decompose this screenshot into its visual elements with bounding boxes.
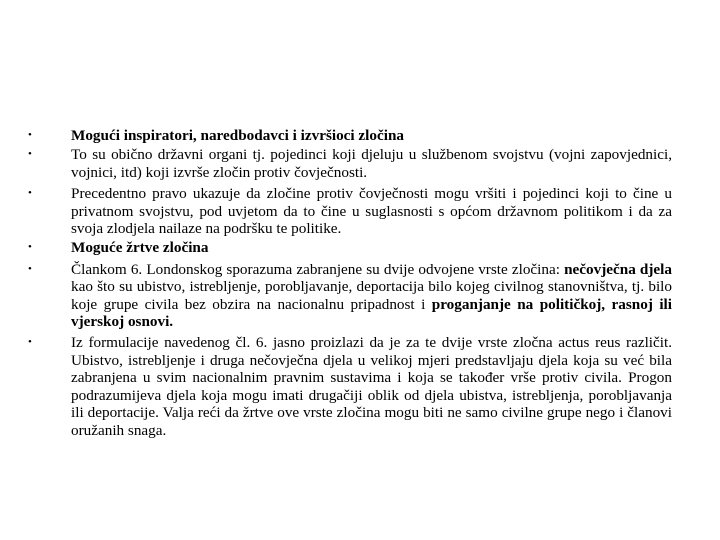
bullet-list (28, 127, 672, 439)
heading-perpetrators: Mogući inspiratori, naredbodavci i izvršioci zločina (71, 127, 404, 144)
bullet-icon: • (28, 129, 32, 141)
text-article-6-intro: Člankom 6. Londonskog sporazuma zabranjene su dvije odvojene vrste zločina: (71, 260, 565, 278)
bullet-icon: • (28, 148, 32, 161)
paragraph-article-6-formulation: Iz formulacije navedenog čl. 6. jasno proizlazi da je za te dvije vrste zločna actus reus različit. Ubistvo, istrebljenje i druga nečovječna djela u velikoj mjeri predstavljaju djela koja su već bila zabranjena u svim nacionalnim pravnim sustavima i koja se također vrše protiv civila. Progon podrazumijeva djela koja mogu imati drugačiji oblik od djela ubistva, istrebljenja, porobljavanja ili deportacije. Valja reći da žrtve ove vrste zločina mogu biti ne samo civilne grupe nego i članovi oružanih snaga. (71, 334, 672, 439)
text-inhuman-acts: nečovječna djela (564, 260, 672, 278)
paragraph-state-organs: To su obično državni organi tj. pojedinci koji djeluju u službenom svojstvu (vojni zapovjednici, vojnici, itd) koji izvrše zločin protiv čovječnosti. (71, 146, 672, 181)
bullet-item-victims-heading (28, 239, 672, 256)
bullet-item-london-agreement (28, 261, 672, 331)
bullet-item-perpetrators-heading (28, 127, 672, 144)
bullet-item-precedent-law (28, 185, 672, 237)
text-examples: kao što su ubistvo, istrebljenje, porobljavanje, deportacija bilo kojeg civilnog stanovništva, tj. bilo koje grupe civila bez obzira na nacionalnu pripadnost i (71, 278, 672, 313)
paragraph-precedent-law: Precedentno pravo ukazuje da zločine protiv čovječnosti mogu vršiti i pojedinci koji to čine u privatnom svojstvu, pod uvjetom da to čine u suglasnosti s općom državnom politikom i da za svoja zlodjela nailaze na podršku te politike. (71, 185, 672, 238)
bullet-icon: • (28, 336, 32, 349)
text-persecution: proganjanje na političkoj, rasnoj ili vjerskoj osnovi. (71, 295, 672, 331)
bullet-item-article-6-formulation (28, 334, 672, 438)
heading-victims: Moguće žrtve zločina (71, 239, 209, 257)
bullet-item-state-organs (28, 146, 672, 181)
bullet-icon: • (28, 262, 32, 275)
bullet-icon: • (28, 241, 32, 254)
bullet-icon: • (28, 187, 32, 200)
